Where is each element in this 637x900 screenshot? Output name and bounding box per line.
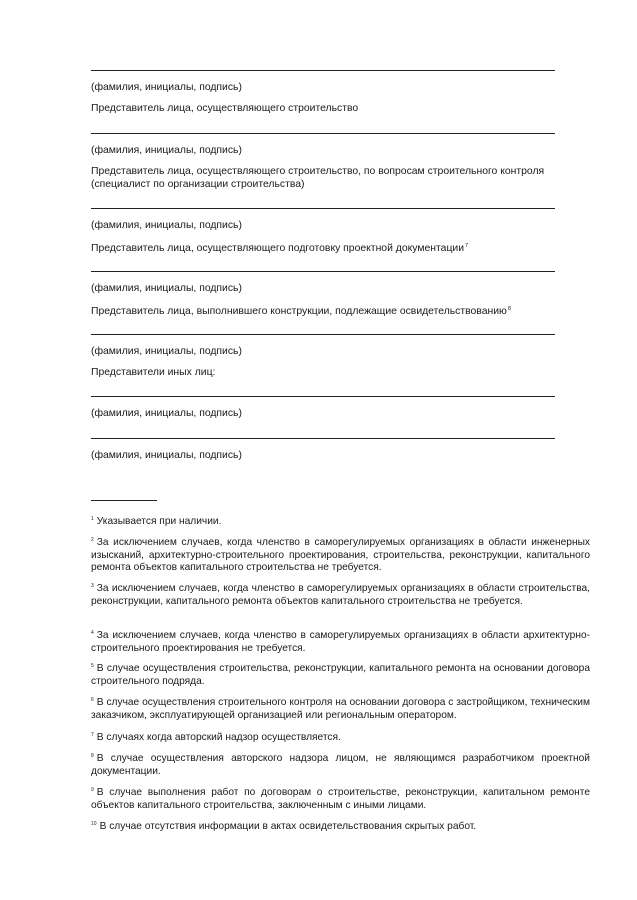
signature-caption: (фамилия, инициалы, подпись) <box>91 408 242 419</box>
footnote-text: В случае выполнения работ по договорам о строительстве, реконструкции, капитальном ремонте объектов капитального строительства, заключенным с иными лицами. <box>91 787 590 811</box>
footnote-number: 9 <box>91 787 94 793</box>
signature-line <box>91 334 555 335</box>
footnote-2 <box>91 534 590 575</box>
footnote-text: В случае отсутствия информации в актах освидетельствования скрытых работ. <box>99 821 477 832</box>
footnote-ref: 7 <box>465 243 469 249</box>
footnote-number: 3 <box>91 583 94 589</box>
signature-line <box>91 271 555 272</box>
footnote-text: За исключением случаев, когда членство в саморегулируемых организациях в области архитектурно-строительного проектирования не требуется. <box>91 630 590 654</box>
footnote-10 <box>91 818 590 834</box>
footnote-9 <box>91 784 590 812</box>
builder-control-rep-label: Представитель лица, осуществляющего строительство, по вопросам строительного контроля <box>91 166 545 177</box>
footnote-text: В случае осуществления строительства, реконструкции, капитального ремонта на основании договора строительного подряда. <box>91 663 590 687</box>
signature-line <box>91 396 555 397</box>
signature-line <box>91 70 555 71</box>
signature-caption: (фамилия, инициалы, подпись) <box>91 346 242 357</box>
constructor-rep-label <box>91 303 511 318</box>
footnote-text: За исключением случаев, когда членство в саморегулируемых организациях в области инженерных изысканий, архитектурно-строительного проектирования, строительства, реконструкции, капитального ремонта объектов капитального строительства не требуется. <box>91 537 590 573</box>
footnote-text: В случае осуществления строительного контроля на основании договора с застройщиком, техническим заказчиком, эксплуатирующей организацией или региональным оператором. <box>91 697 590 721</box>
signature-line <box>91 208 555 209</box>
signature-caption: (фамилия, инициалы, подпись) <box>91 145 242 156</box>
footnote-text: В случаях когда авторский надзор осуществляется. <box>96 732 341 743</box>
footnote-number: 7 <box>91 732 94 738</box>
footnote-text: В случае осуществления авторского надзора лицом, не являющимся разработчиком проектной документации. <box>91 753 590 777</box>
constructor-rep-text: Представитель лица, выполнившего конструкции, подлежащие освидетельствованию <box>91 306 507 317</box>
design-rep-label <box>91 240 468 255</box>
footnote-separator <box>91 500 157 501</box>
footnote-number: 1 <box>91 516 94 522</box>
signature-caption: (фамилия, инициалы, подпись) <box>91 283 242 294</box>
footnote-text: Указывается при наличии. <box>96 516 222 527</box>
footnote-number: 4 <box>91 630 94 636</box>
signature-line <box>91 133 555 134</box>
footnote-3 <box>91 580 590 608</box>
footnote-8 <box>91 750 590 778</box>
footnote-number: 8 <box>91 753 94 759</box>
design-rep-text: Представитель лица, осуществляющего подготовку проектной документации <box>91 243 465 254</box>
footnote-number: 2 <box>91 537 94 543</box>
signature-line <box>91 438 555 439</box>
footnote-text: За исключением случаев, когда членство в саморегулируемых организациях в области строительства, реконструкции, капитального ремонта объектов капитального строительства не требуется. <box>91 583 590 607</box>
other-reps-label: Представители иных лиц: <box>91 367 216 378</box>
builder-control-rep-sublabel: (специалист по организации строительства) <box>91 179 305 190</box>
footnote-number: 5 <box>91 663 94 669</box>
footnote-number: 10 <box>91 821 97 827</box>
footnote-ref: 8 <box>507 306 511 312</box>
footnote-number: 6 <box>91 697 94 703</box>
footnote-1 <box>91 513 590 529</box>
signature-caption: (фамилия, инициалы, подпись) <box>91 220 242 231</box>
builder-rep-label: Представитель лица, осуществляющего строительство <box>91 103 359 114</box>
footnote-5 <box>91 660 590 688</box>
footnote-7 <box>91 729 590 745</box>
footnote-4 <box>91 627 590 655</box>
signature-caption: (фамилия, инициалы, подпись) <box>91 82 242 93</box>
signature-caption: (фамилия, инициалы, подпись) <box>91 450 242 461</box>
footnote-6 <box>91 694 590 722</box>
